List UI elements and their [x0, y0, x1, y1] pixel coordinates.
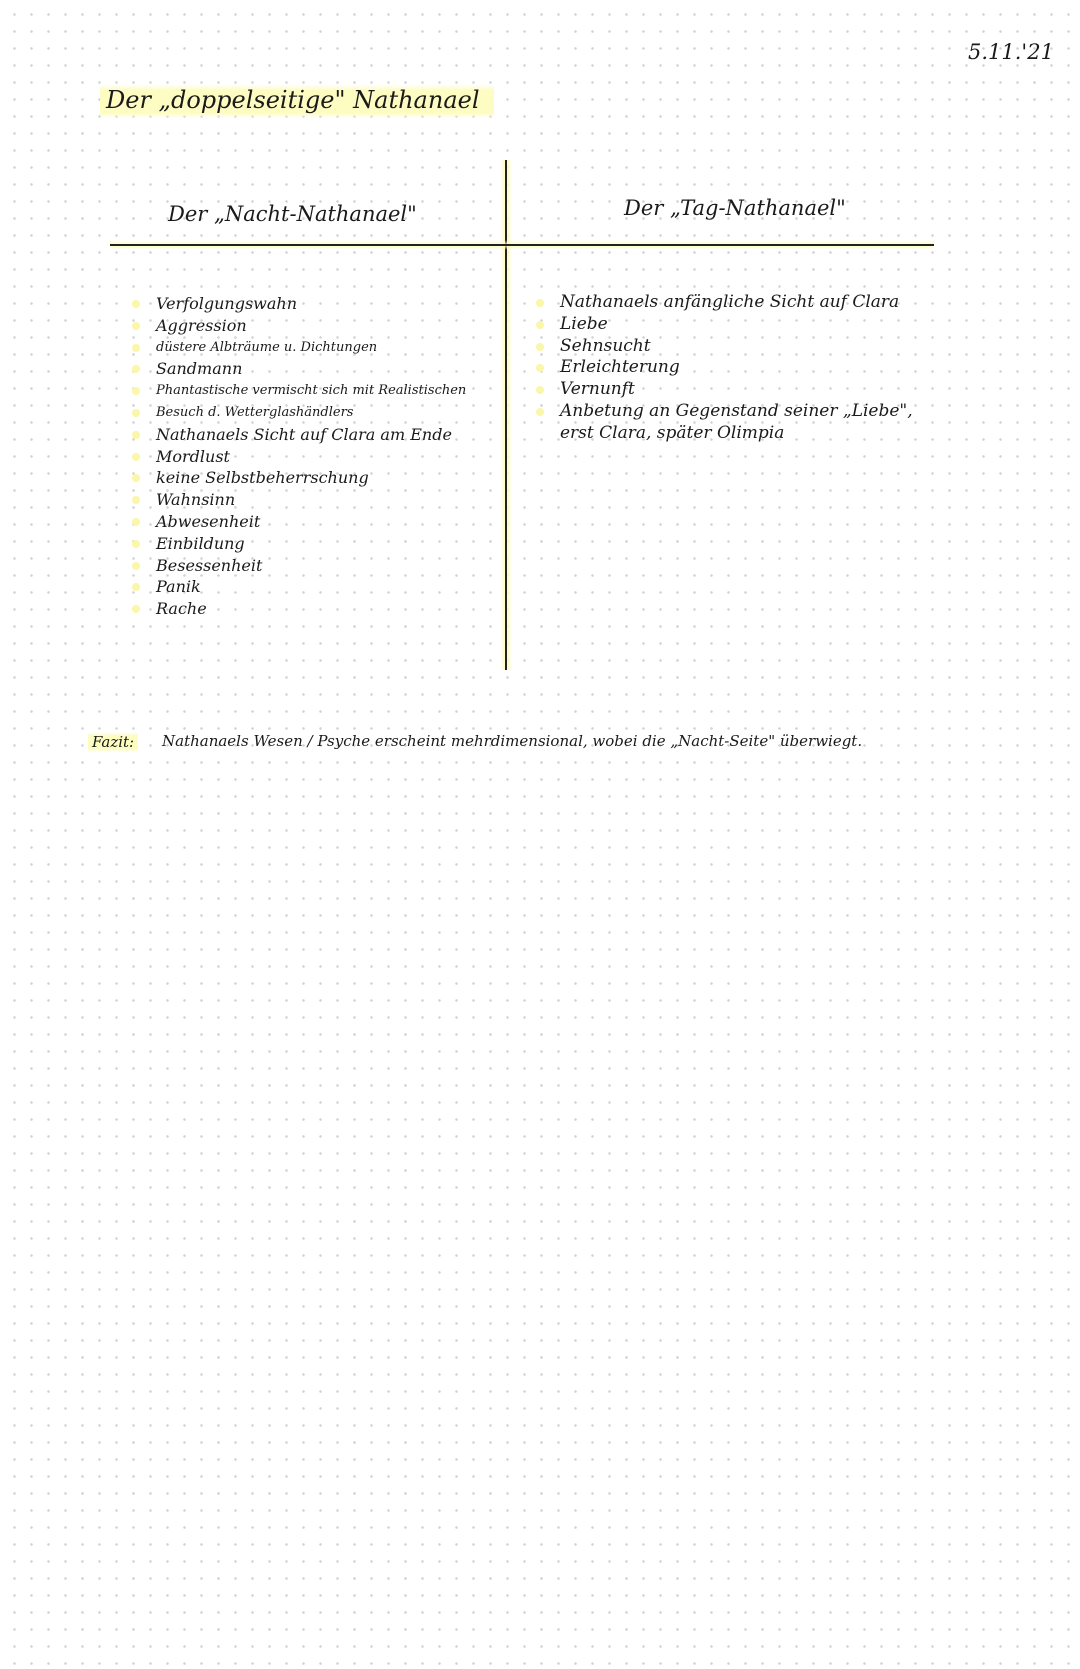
- list-item: düstere Albträume u. Dichtungen: [156, 337, 466, 359]
- list-item: Besessenheit: [156, 555, 466, 577]
- list-item: Abwesenheit: [156, 511, 466, 533]
- left-column-list: [156, 293, 466, 620]
- list-item: Sandmann: [156, 358, 466, 380]
- list-item: Nathanaels Sicht auf Clara am Ende: [156, 424, 466, 446]
- list-item: Einbildung: [156, 533, 466, 555]
- right-column-list: [560, 292, 913, 445]
- list-item: Vernunft: [560, 379, 913, 401]
- list-item: Panik: [156, 576, 466, 598]
- list-item: Erleichterung: [560, 357, 913, 379]
- list-item: Sehnsucht: [560, 336, 913, 358]
- list-item: Besuch d. Wetterglashändlers: [156, 402, 466, 424]
- list-item: Phantastische vermischt sich mit Realistischen: [156, 380, 466, 402]
- list-item: Rache: [156, 598, 466, 620]
- list-item: Aggression: [156, 315, 466, 337]
- left-column-heading: Der „Nacht-Nathanael": [168, 202, 417, 226]
- note-date: 5.11.'21: [968, 40, 1054, 64]
- column-divider: [505, 160, 507, 670]
- list-item: Liebe: [560, 314, 913, 336]
- right-column-heading: Der „Tag-Nathanael": [624, 196, 846, 220]
- list-item-continuation: erst Clara, später Olimpia: [560, 422, 785, 443]
- list-item: Wahnsinn: [156, 489, 466, 511]
- page-title: Der „doppelseitige" Nathanael: [100, 84, 494, 118]
- list-item: Verfolgungswahn: [156, 293, 466, 315]
- header-underline: [110, 244, 934, 246]
- fazit-text: Nathanaels Wesen / Psyche erscheint mehrdimensional, wobei die „Nacht-Seite" überwiegt.: [162, 732, 863, 750]
- fazit-label: Fazit:: [88, 732, 138, 752]
- list-item: Anbetung an Gegenstand seiner „Liebe",: [560, 400, 913, 421]
- list-item: Mordlust: [156, 446, 466, 468]
- list-item: keine Selbstbeherrschung: [156, 467, 466, 489]
- list-item: Nathanaels anfängliche Sicht auf Clara: [560, 292, 913, 314]
